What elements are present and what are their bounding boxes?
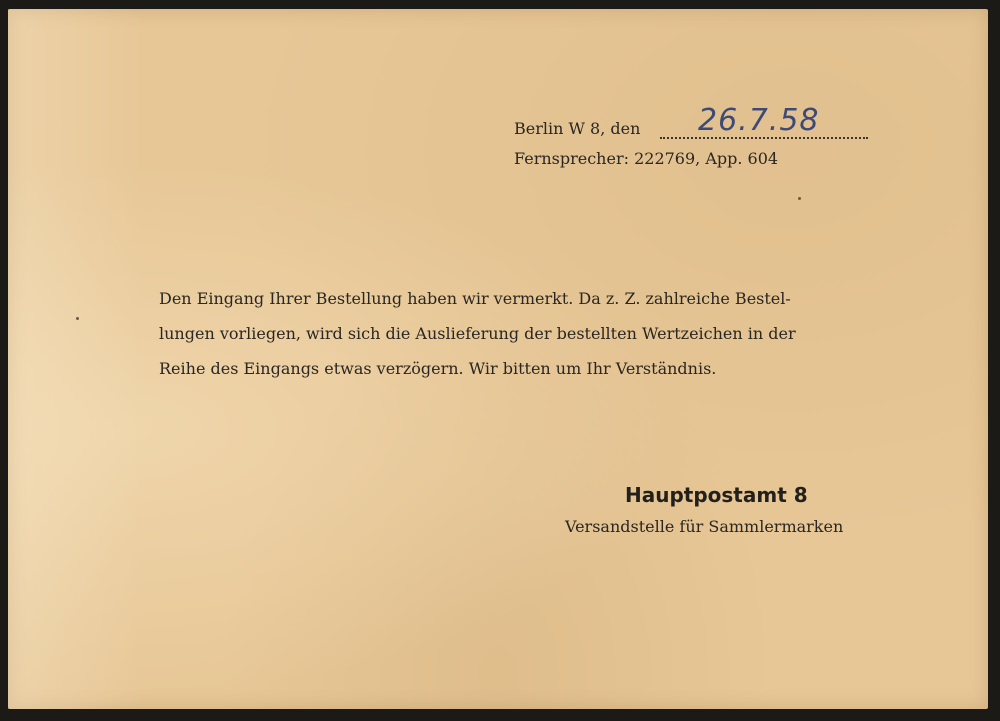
date-line — [514, 103, 874, 141]
handwritten-date: 26.7.58 — [698, 103, 820, 138]
phone-line: Fernsprecher: 222769, App. 604 — [514, 149, 779, 168]
place-date-label: Berlin W 8, den — [514, 119, 641, 138]
message-line: Reihe des Eingangs etwas verzögern. Wir bitten um Ihr Verständnis. — [159, 359, 717, 378]
postcard — [8, 9, 988, 709]
department-name: Versandstelle für Sammlermarken — [565, 517, 844, 536]
paper-crease — [8, 9, 158, 709]
message-body — [159, 281, 869, 386]
message-line: lungen vorliegen, wird sich die Auslieferung der bestellten Wertzeichen in der — [159, 324, 796, 343]
paper-speck — [76, 317, 79, 320]
message-line: Den Eingang Ihrer Bestellung haben wir vermerkt. Da z. Z. zahlreiche Bestel- — [159, 289, 791, 308]
office-name: Hauptpostamt 8 — [625, 483, 808, 507]
paper-speck — [798, 197, 801, 200]
